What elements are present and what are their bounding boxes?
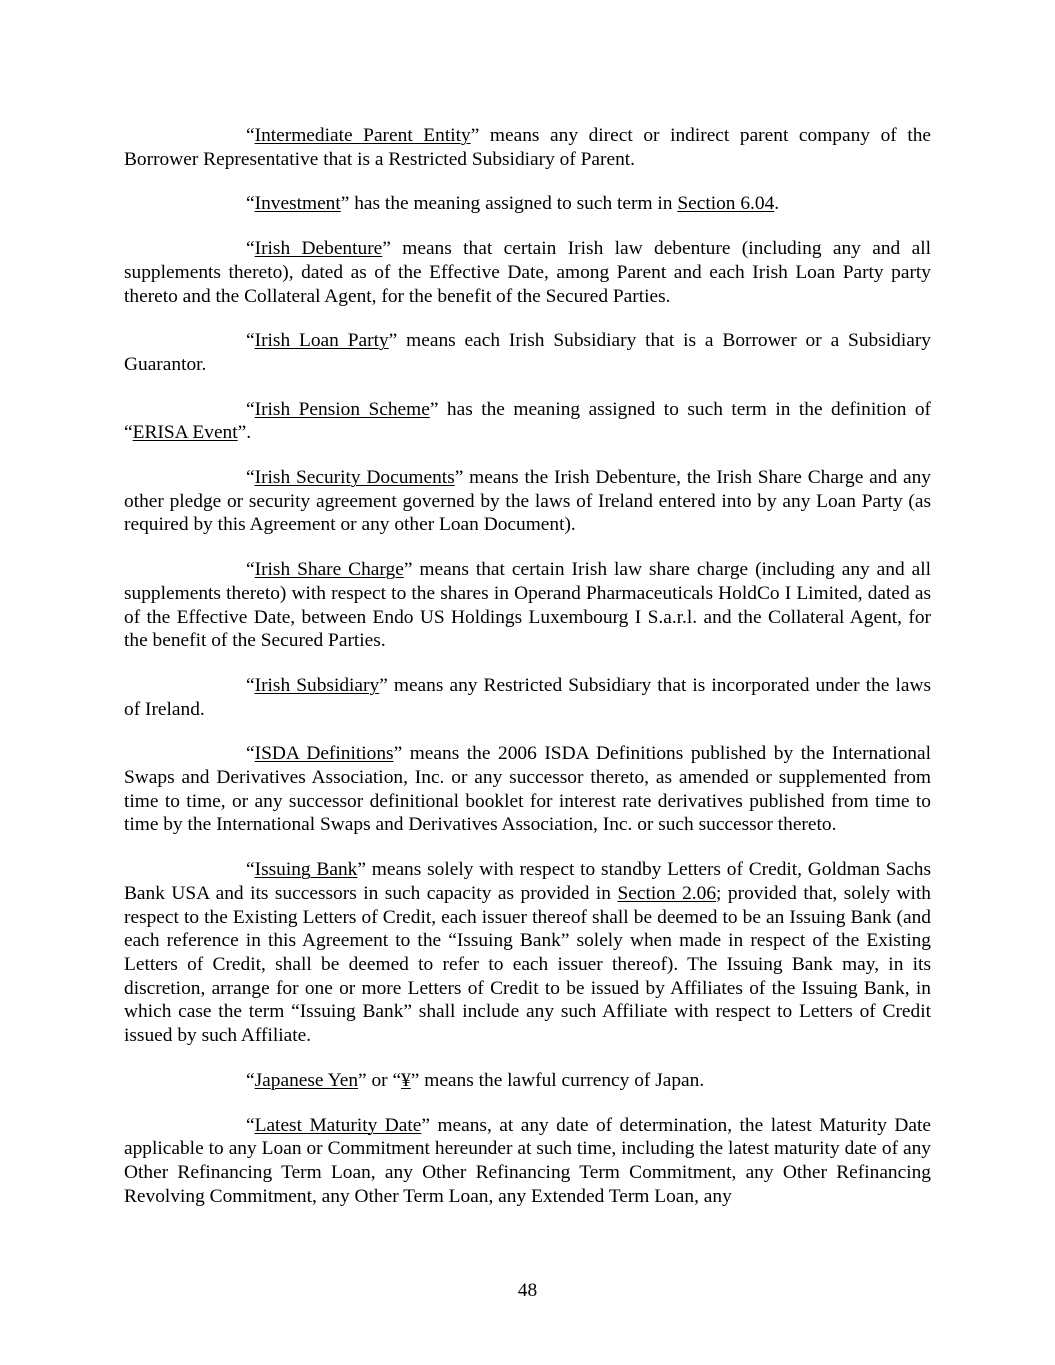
currency-symbol: ¥ xyxy=(401,1069,411,1091)
defined-term: Irish Debenture xyxy=(254,238,383,260)
defined-term: Issuing Bank xyxy=(254,859,358,881)
section-reference: Section 6.04 xyxy=(677,193,775,215)
defined-term: Intermediate Parent Entity xyxy=(254,125,471,146)
definition-text: ” means the Irish Debenture, the Irish Share Charge and any other pledge or security agreement governed by the laws of Ireland entered into by any Loan Party (as required by this Agreement or any other Loan Document). xyxy=(124,467,931,536)
definition-text: ” means any Restricted Subsidiary that is incorporated under the laws of Ireland. xyxy=(124,674,932,720)
definition-text: ” means the 2006 ISDA Definitions published by the International Swaps and Derivatives Association, Inc. or any successor thereto, as amended or supplemented from time to time, or any successor definitional booklet for interest rate derivatives published from time to time by the International Swaps and Derivatives Association, Inc. or such successor thereto. xyxy=(124,743,931,836)
page-number: 48 xyxy=(517,1280,538,1301)
defined-term: ISDA Definitions xyxy=(254,743,394,765)
definition-text: ” means any direct or indirect parent company of the Borrower Representative that is a Restricted Subsidiary of Parent. xyxy=(124,125,932,170)
definition-investment: “Investment” has the meaning assigned to such term in Section 6.04. xyxy=(246,193,780,215)
definition-text: ” has the meaning assigned to such term in the definition of “ xyxy=(124,398,932,444)
definition-text: ” means that certain Irish law debenture (including any and all supplements thereto), dated as of the Effective Date, among Parent and each Irish Loan Party party thereto and the Collateral Agent, for the benefit of the Secured Parties. xyxy=(124,238,931,307)
definition-text: ” means, at any date of determination, the latest Maturity Date applicable to any Loan or Commitment hereunder at such time, including the latest maturity date of any Other Refinancing Term Loan, any Other Refinancing Term Commitment, any Other Refinancing Revolving Commitment, any Other Term Loan, any Extended Term Loan, any xyxy=(124,1114,931,1207)
definition-isda-definitions: “ISDA Definitions” means the 2006 ISDA Definitions published by the International Swaps and Derivatives Association, Inc. or any successor thereto, as amended or supplemented from time to time, or any successor definitional booklet for interest rate derivatives published from time to time by the International Swaps and Derivatives Association, Inc. or such successor thereto. xyxy=(124,743,931,836)
definition-irish-loan-party: “Irish Loan Party” means each Irish Subsidiary that is a Borrower or a Subsidiary Guarantor. xyxy=(124,330,932,375)
definition-irish-debenture: “Irish Debenture” means that certain Irish law debenture (including any and all supplements thereto), dated as of the Effective Date, among Parent and each Irish Loan Party party thereto and the Collateral Agent, for the benefit of the Secured Parties. xyxy=(124,238,931,307)
definition-text: ” means solely with respect to standby Letters of Credit, Goldman Sachs Bank USA and its successors in such capacity as provided in xyxy=(124,859,931,904)
definition-irish-security-documents: “Irish Security Documents” means the Irish Debenture, the Irish Share Charge and any other pledge or security agreement governed by the laws of Ireland entered into by any Loan Party (as required by this Agreement or any other Loan Document). xyxy=(124,467,931,536)
document-page xyxy=(124,124,931,1229)
defined-term: Latest Maturity Date xyxy=(254,1114,422,1136)
definition-japanese-yen: “Japanese Yen” or “¥” means the lawful currency of Japan. xyxy=(246,1069,705,1091)
definition-irish-subsidiary: “Irish Subsidiary” means any Restricted Subsidiary that is incorporated under the laws of Ireland. xyxy=(124,674,932,720)
definition-irish-pension-scheme: “Irish Pension Scheme” has the meaning assigned to such term in the definition of “ERISA Event”. xyxy=(124,398,932,444)
definition-text: ” has the meaning assigned to such term in xyxy=(340,193,678,215)
definition-text: ” means that certain Irish law share charge (including any and all supplements thereto) with respect to the shares in Operand Pharmaceuticals HoldCo I Limited, dated as of the Effective Date, between Endo US Holdings Luxembourg I S.a.r.l. and the Collateral Agent, for the benefit of the Secured Parties. xyxy=(124,559,931,652)
defined-term: Irish Subsidiary xyxy=(254,674,380,696)
defined-term: Irish Pension Scheme xyxy=(254,398,430,420)
defined-term: Investment xyxy=(254,193,341,215)
defined-term: Irish Security Documents xyxy=(254,467,455,489)
section-reference: Section 2.06 xyxy=(617,882,717,904)
definition-issuing-bank: “Issuing Bank” means solely with respect to standby Letters of Credit, Goldman Sachs Bank USA and its successors in such capacity as provided in Section 2.06; provided that, solely with respect to the Existing Letters of Credit, each issuer thereof shall be deemed to be an Issuing Bank (and each reference in this Agreement to the “Issuing Bank” solely when made in respect of the Existing Letters of Credit, shall be deemed to refer to each issuer thereof). The Issuing Bank may, in its discretion, arrange for one or more Letters of Credit to be issued by Affiliates of the Issuing Bank, in which case the term “Issuing Bank” shall include any such Affiliate with respect to Letters of Credit issued by such Affiliate. xyxy=(124,859,931,1047)
defined-term: Irish Share Charge xyxy=(254,559,404,581)
definition-latest-maturity-date: “Latest Maturity Date” means, at any date of determination, the latest Maturity Date applicable to any Loan or Commitment hereunder at such time, including the latest maturity date of any Other Refinancing Term Loan, any Other Refinancing Term Commitment, any Other Refinancing Revolving Commitment, any Other Term Loan, any Extended Term Loan, any xyxy=(124,1114,931,1207)
term-reference: ERISA Event xyxy=(132,422,238,444)
definition-intermediate-parent-entity: “Intermediate Parent Entity” means any direct or indirect parent company of the Borrower Representative that is a Restricted Subsidiary of Parent. xyxy=(124,125,932,170)
definition-irish-share-charge: “Irish Share Charge” means that certain Irish law share charge (including any and all supplements thereto) with respect to the shares in Operand Pharmaceuticals HoldCo I Limited, dated as of the Effective Date, between Endo US Holdings Luxembourg I S.a.r.l. and the Collateral Agent, for the benefit of the Secured Parties. xyxy=(124,559,931,652)
definition-text: ” or “ xyxy=(358,1069,402,1091)
definition-text: ” means each Irish Subsidiary that is a Borrower or a Subsidiary Guarantor. xyxy=(124,330,932,375)
defined-term: Japanese Yen xyxy=(254,1069,359,1091)
defined-term: Irish Loan Party xyxy=(254,330,389,352)
